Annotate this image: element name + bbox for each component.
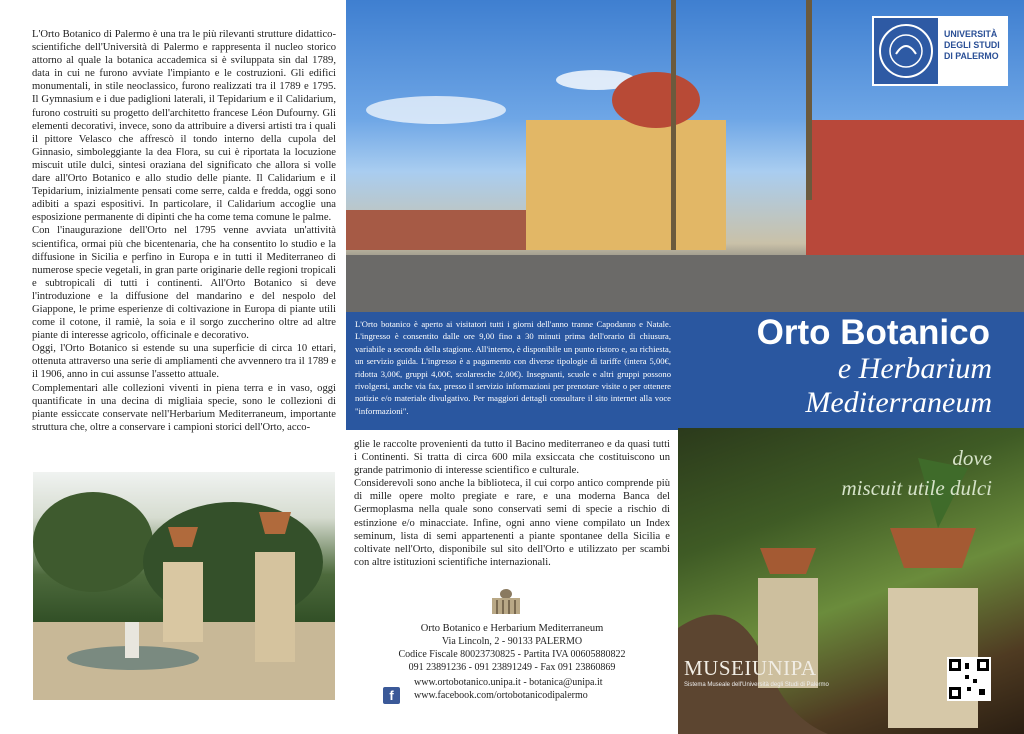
- museiunipa-logo: MUSEIUNIPA: [684, 656, 817, 680]
- contacts-block: [372, 622, 652, 674]
- paragraph-activity: Con l'inaugurazione dell'Orto nel 1795 venne avviata un'attività scientifica, ormai più che bicentenaria, che ha consentito lo studio e la diffusione in Sicilia e perfino in Europa e in tutti il Mediterraneo di numerose specie vegetali, in gran parte originarie delle regioni tropicali e subtropicali di tutti i continenti. All'Orto Botanico si deve l'introduzione e la diffusione del mandarino e del nespolo del Giappone, le prime esperienze di coltivazione in Europa di piante utili come il cotone, il ramiè, la soia e il sorgo zuccherino oltre ad altre piante di interesse agricolo, officinale e decorativo.: [32, 225, 336, 342]
- motto-miscuit: miscuit utile dulci: [841, 476, 992, 500]
- paragraph-extent: Oggi, l'Orto Botanico si estende su una superficie di circa 10 ettari, ottenuta attraverso una serie di ampliamenti che avvennero tra il 1789 e il 1906, anno in cui assunse l'assetto attuale.: [32, 343, 336, 381]
- motto-dove: dove: [952, 446, 992, 470]
- brochure-title: Orto Botanico: [756, 313, 990, 352]
- paragraph-library: Considerevoli sono anche la biblioteca, il cui corpo antico comprende più di mille opere molto pregiate e rare, e una moderna Banca del Germoplasma nella quale sono conservati semi di specie a rischio di estinzione e/o minacciate. Infine, ogni anno viene compilato un Index seminum, lista di semi appartenenti a piante spontanee della Sicilia e coltivate nell'Orto, disponibile sul sito dell'Orto e utilizzato per scambi con altre istituzioni scientifiche internazionali.: [354, 478, 670, 568]
- university-name-line3: DI PALERMO: [944, 51, 999, 61]
- museiunipa-subtitle: Sistema Museale dell'Università degli Studi di Palermo: [684, 682, 829, 688]
- paragraph-exsiccata: glie le raccolte provenienti da tutto il Bacino mediterraneo e da quasi tutti i Continenti. Si tratta di circa 600 mila exsiccata che costituiscono un grande patrimonio di interesse scientifico e culturale.: [354, 439, 670, 477]
- facebook-icon[interactable]: f: [383, 687, 400, 704]
- visitor-info-text: L'Orto botanico è aperto ai visitatori tutti i giorni dell'anno tranne Capodanno e Natale. L'ingresso è consentito dalle ore 9,00 fino a 30 minuti prima dell'orario di chiusura, variabile a seconda della stagione. All'interno, è disponibile un punto ristoro e, su richiesta, un servizio guida. L'ingresso è a pagamento con diverse tipologie di tariffe (intera 5,00€, ridotta 3,00€, gruppi 4,00€, scolaresche 2,00€). Insegnanti, scuole e altri gruppi possono rivolgersi, anche via fax, presso il servizio informazioni per prenotare visite o per ottenere notizie e/o materiale divulgativo. Per maggiori dettagli consultare il sito internet alla voce "informazioni".: [355, 319, 671, 416]
- paragraph-history: L'Orto Botanico di Palermo è una tra le più rilevanti strutture didattico-scientifiche dell'Università di Palermo e rappresenta il nucleo storico attorno al quale la botanica accademica si è sviluppata sin dal 1789, data in cui ne furono avviate l'impianto e le costruzioni. Gli edifici monumentali, in stile neoclassico, furono realizzati tra il 1789 e 1795. Il Gymnasium e i due padiglioni laterali, il Tepidarium e il Calidarium, furono costruiti su progetto dell'architetto francese Léon Dufourny. Gli elementi decorativi, invece, sono da attribuire a diversi artisti tra i quali il pittore Velasco che affrescò il tondo interno della cupola del Ginnasio, simboleggiante la dea Flora, su cui è riportata la locuzione miscuit utile dulci, sintesi oraziana del significato che allora si volle dare all'Orto Botanico e allo studio delle piante. Il Calidarium e il Tepidarium, inizialmente pensati come serre, calda e fredda, oggi sono adibiti a spazi espositivi. In particolare, il Calidarium accoglie una esposizione permanente di dipinti che ha come tema comune le palme.: [32, 29, 336, 224]
- collections-text-column: [354, 438, 670, 569]
- website-link[interactable]: www.ortobotanico.unipa.it - botanica@unipa.it: [414, 677, 603, 688]
- intro-text-column: [32, 28, 336, 434]
- contact-address: Via Lincoln, 2 - 90133 PALERMO: [441, 636, 583, 647]
- facebook-link[interactable]: www.facebook.com/ortobotanicodipalermo: [414, 690, 588, 701]
- university-name: [944, 29, 1006, 62]
- garden-fountain-photo: [33, 472, 335, 700]
- qr-code-icon: [947, 657, 991, 701]
- brochure-subtitle-line1: e Herbarium: [837, 352, 992, 385]
- university-name-line2: DEGLI STUDI: [944, 40, 1000, 50]
- contact-phone: 091 23891236 - 091 23891249 - Fax 091 23860869: [408, 662, 616, 673]
- university-seal-icon: [874, 18, 938, 84]
- paragraph-collections: Complementari alle collezioni viventi in piena terra e in vaso, oggi quantificate in una decina di migliaia specie, sono le collezioni di piante essiccate conservate nell'Herbarium Mediterraneum, importante struttura che, oltre a conservare i campioni storici dell'Orto, acco-: [32, 382, 336, 433]
- gymnasium-icon: [488, 586, 524, 616]
- university-name-line1: UNIVERSITÀ: [944, 29, 998, 39]
- web-links: [414, 676, 603, 702]
- contact-fiscal: Codice Fiscale 80023730825 - Partita IVA 00605880822: [398, 649, 626, 660]
- contact-name: Orto Botanico e Herbarium Mediterraneum: [420, 623, 604, 634]
- brochure-subtitle-line2: Mediterraneum: [805, 386, 992, 419]
